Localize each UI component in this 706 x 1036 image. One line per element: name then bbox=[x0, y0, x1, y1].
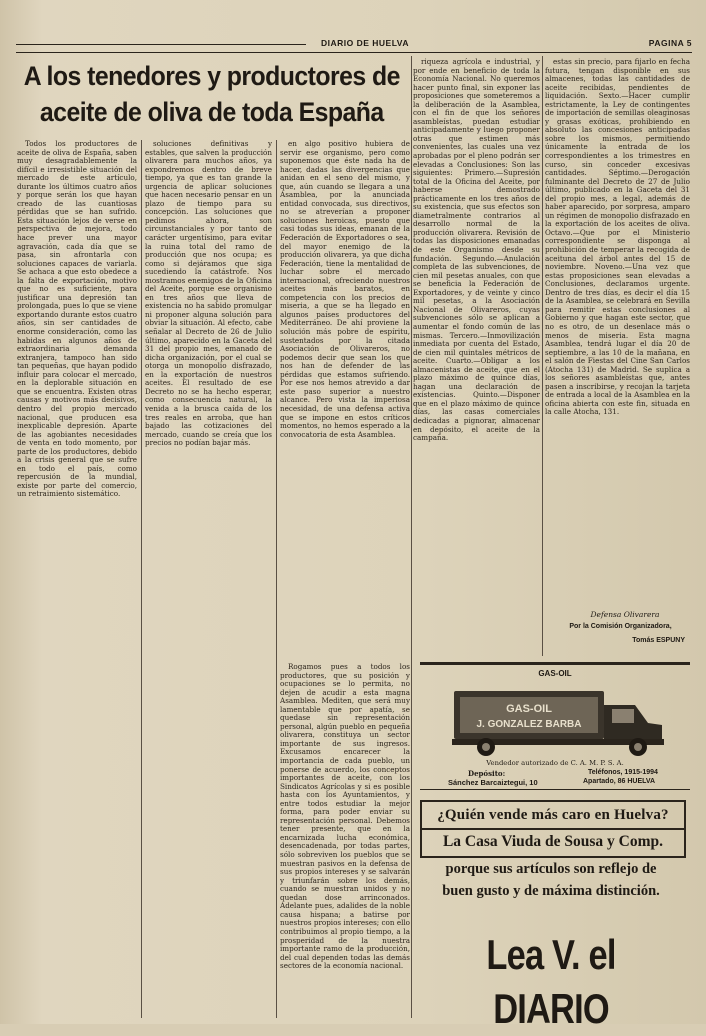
truck-sign-top: GAS-OIL bbox=[506, 703, 552, 715]
column-3-text: en algo positivo hubiera de servir ese organismo, pero como suponemos que éste nada ha de hacer, dadas las divergencias que anidan en el seno del mismo, y que, aún cuando se llegara a una Asamblea, por la anunciada entidad convocada, sus directivos, no se atreverían a proponer soluciones heroicas, puesto que casi todas sus ideas, emanan de la Federación de Exportadores o sea, del mayor enemigo de la producción olivarera, ya que dicha Federación, tiene la mentalidad de luchar sobre el mercado internacional, ofreciendo nuestros aceites más baratos, en competencia con los precios de miseria, a que se ha llegado en algunos países productores del Mediterráneo. De ahí proviene la solución más pobre de espíritu, sustentados por la citada Asociación de Olivareros, no podemos decir que sean los que nos han de defender de las pérdidas que estamos sufriendo. Por ese nos hemos atrevido a dar este paso superior a nuestro alcance. Pero vista la imperiosa necesidad, de una defensa activa que se impone en estos críticos momentos, no hemos esperado a la convocatoria de esta Asamblea. bbox=[280, 140, 410, 439]
sousa-answer: La Casa Viuda de Sousa y Comp. bbox=[420, 828, 686, 858]
gasoil-address: Sánchez Barcaiztegui, 10 bbox=[448, 778, 538, 787]
article-column-2 bbox=[145, 140, 272, 1018]
column-2-text: soluciones definitivas y estables, que salven la producción olivarera para muchos años, ya expondremos dentro de breve tiempo, ya que es tan grande la urgencia de aplicar soluciones que hacen necesario pensar en un plazo de tiempo para su concepción. Las soluciones que pedimos ahora, son circunstanciales y por tanto de carácter urgentísimo, para evitar la ruina total del ramo de producción que nos ocupa; es como si dejáramos que siga sucediendo la catástrofe. Nos mostramos enemigos de la Oficina del Aceite, porque ese organismo en tres años que lleva de existencia no ha sabido promulgar ni proponer alguna solución para obviar la situación. Al efecto, cabe señalar al Decreto de 26 de Julio último, aparecido en la Gaceta del 31 del propio mes, emanado de dicha organización, por el cual se otorga un monopolio disfrazado, en la exportación de nuestros aceites. El resultado de ese Decreto no se ha hecho esperar, como consecuencia natural, la venida a la brusca caída de los tres reales en arroba, que han bajado las cotizaciones del mercado, cuando se creía que los precios no podían bajar más. bbox=[145, 140, 272, 448]
sousa-question: ¿Quién vende más caro en Huelva? bbox=[420, 800, 686, 830]
gasoil-advertisement bbox=[420, 662, 690, 790]
column-4-text: riqueza agrícola e industrial, y por ende en beneficio de toda la Economía Nacional. No queremos hacer punto final, sin exponer las proposiciones que someteremos a la deliberación de la Asamblea, con el fin de que los señores asambleístas, puedan estudiar anticipadamente y luego proponer otras que estimen más convenientes, las cuales una vez aprobadas por el pleno podrán ser elevadas a Conclusiones: Son las siguientes: Primero.—Supresión total de la Oficina del Aceite, por haberse demostrado prácticamente en los tres años de su existencia, que sus efectos son diametralmente contrarios al desarrollo normal de la producción olivarera. Revisión de todas las disposiciones emanadas de este Organismo desde su fundación. Segundo.—Anulación completa de las subvenciones, de cien mil pesetas anuales, con que se beneficia la Federación de Exportadores, y de veinte y cinco mil pesetas, a la Asociación Nacional de Olivareros, cuyas subvenciones sólo se aplican a aumentar el fondo común de las mismas. Tercero.—Inmovilización inmediata por cuenta del Estado, de cien mil quintales métricos de aceite. Cuarto.—Obligar a los almacenistas de aceite, que en el plazo máximo de quince días, hagan una declaración de existencias. Quinto.—Disponer que en el plazo máximo de quince días, las casas comerciales dedicadas a pignorar, almacenar en depósito, el aceite de la campaña. bbox=[413, 58, 540, 443]
column-divider bbox=[276, 140, 277, 1018]
sousa-line-2: buen gusto y de máxima distinción. bbox=[442, 883, 660, 899]
sousa-line-1: porque sus artículos son reflejo de bbox=[445, 861, 657, 877]
gasoil-apartado: Apartado, 86 HUELVA bbox=[583, 778, 656, 785]
column-divider bbox=[542, 56, 543, 656]
newspaper-name: DIARIO DE HUELVA bbox=[321, 38, 409, 48]
gasoil-deposit-label: Depósito: bbox=[468, 769, 506, 778]
signature-name: Tomás ESPUNY bbox=[632, 637, 685, 644]
column-divider bbox=[141, 140, 142, 1018]
sousa-advertisement bbox=[420, 800, 690, 1032]
wheel-hub bbox=[634, 743, 642, 751]
header-rule bbox=[16, 44, 306, 45]
page-header bbox=[16, 38, 692, 53]
column-divider bbox=[411, 56, 412, 1018]
page-number: PAGINA 5 bbox=[648, 38, 692, 48]
article-headline: A los tenedores y productores de aceite de oliva de toda España bbox=[23, 61, 400, 127]
truck-sign-name: J. GONZALEZ BARBA bbox=[476, 719, 582, 730]
truck-illustration bbox=[450, 685, 670, 757]
truck-window bbox=[612, 709, 634, 723]
article-column-1 bbox=[17, 140, 137, 1018]
article-column-3-continued bbox=[280, 663, 410, 1018]
signature-committee: Por la Comisión Organizadora, bbox=[569, 623, 672, 630]
gasoil-phones: Teléfonos, 1915-1994 bbox=[588, 769, 658, 776]
wheel-hub bbox=[482, 743, 490, 751]
column-1-text: Todos los productores de aceite de oliva de España, saben muy desagradablemente la difícil e irresistible situación del mercado de este artículo, durante los últimos cuatro años y porque serán los que hayan creado de las cuantiosas pérdidas que se han sufrido. Esta situación lejos de verse en perspectiva de mejora, todo hace prever una mayor agravación, cada día que se pasa, sin afrontarla con soluciones capaces de variarla. Se achaca a que esto obedece a la falta de exportación, motivo que no es suficiente, para justificar una depresión tan prolongada, pues lo que se viene exportando durante estos cuatro años, sin ser cantidades de enorme consideración, como las habidas en algunos años de extraordinaria demanda extranjera, tampoco han sido tan pequeñas, que hayan podido influir para colocar el mercado, en la deplorable situación en que se encuentra. Existen otras causas y motivos más decisivos, dentro del propio mercado nacional, que producen esa inexplicable depresión. Aparte de las agobiantes necesidades de venta en todo momento, por parte de los productores, debido a la crisis general que se sufre en todo el país, como repercusión de la mundial, existe por parte del comercio, un retraimiento sistemático. bbox=[17, 140, 137, 499]
column-3b-text: Rogamos pues a todos los productores, que su posición y ocupaciones se lo permita, no dejen de acudir a esta magna Asamblea. Mediten, que será muy lamentable que por apatía, se quedase sin representación personal, algún pueblo en pequeña olivarera, constituya un sector importante de sus ingresos. Excusamos encarecer la importancia de cada pueblo, un ponerse de acuerdo, los conceptos importantes de aceite, con los Sindicatos Agrícolas y si es posible hasta con los Ayuntamientos, y entre todos estudiar la mejor forma, para poder enviar su representación personal. Debemos tener presente, que en la encarnizada lucha económica, desencadenada, por todas partes, sólo sobreviven los pueblos que se muestran pasivos en la defensa de sus propios intereses y se salvarán y triunfarán sobre los demás, cuando se muestran unidos y no quedan dose arrinconados. Adelante pues, adalides de la noble causa hispana; a batirse por nuestros propios intereses; con ello contribuimos al propio tiempo, a la prosperidad de la nuestra importante ramo de la producción, del cual dependen todas las demás sectores de la economía nacional. bbox=[280, 663, 410, 971]
column-5-text: estas sin precio, para fijarlo en fecha futura, tengan disponible en sus almacenes, todas las cantidades de aceite recibidas, pendientes de liquidación. Sexto.—Hacer cumplir estrictamente, la Ley de contingentes de importación de semillas oleaginosas y grasas exóticas, prohibiendo en absoluto las concesiones anticipadas sobre los mismos, permitiendo únicamente la entrada de los correspondientes a los trimestres en curso, sin conceder excesivas cantidades. Séptimo.—Derogación fulminante del Decreto de 27 de Julio último, publicado en la Gaceta del 31 del propio mes, a legal, además de haber aparecido, por sorpresa, amparo un régimen de monopolio disfrazado en la exportación de los aceites de oliva. Octavo.—Que por el Ministerio correspondiente se disponga al prohibición de temperar la recogida de aceituna del árbol antes del 15 de noviembre. Noveno.—Una vez que estas proposiciones sean elevadas a Conclusiones, declaramos urgente. Dentro de tres días, es decir el día 15 de la Asamblea, se celebrará en Sevilla para remitir estas conclusiones al Gobierno y que hagan este sector, que no es otro, de un desenlace más o menos de miseria. Esta magna Asamblea, tendrá lugar el día 20 de septiembre, a las 10 de la mañana, en el salón de Fiestas del Cine San Carlos (Atocha 131) de Madrid. Se suplica a los señores asambleístas que, antes pasen a inscribirse, y recojan la tarjeta de entrada a local de la Asamblea en la oficina abierta con este fin, situada en la calle Atocha, 131. bbox=[545, 58, 690, 417]
gasoil-ad-title: GAS-OIL bbox=[538, 669, 572, 678]
diario-slogan: Lea V. el DIARIO bbox=[486, 931, 616, 1032]
article-column-3 bbox=[280, 140, 410, 660]
article-column-5 bbox=[545, 58, 690, 658]
gasoil-vendor: Vendedor autorizado de C. A. M. P. S. A. bbox=[486, 759, 624, 767]
article-column-4 bbox=[413, 58, 540, 658]
signature-organization: Defensa Olivarera bbox=[590, 610, 660, 619]
